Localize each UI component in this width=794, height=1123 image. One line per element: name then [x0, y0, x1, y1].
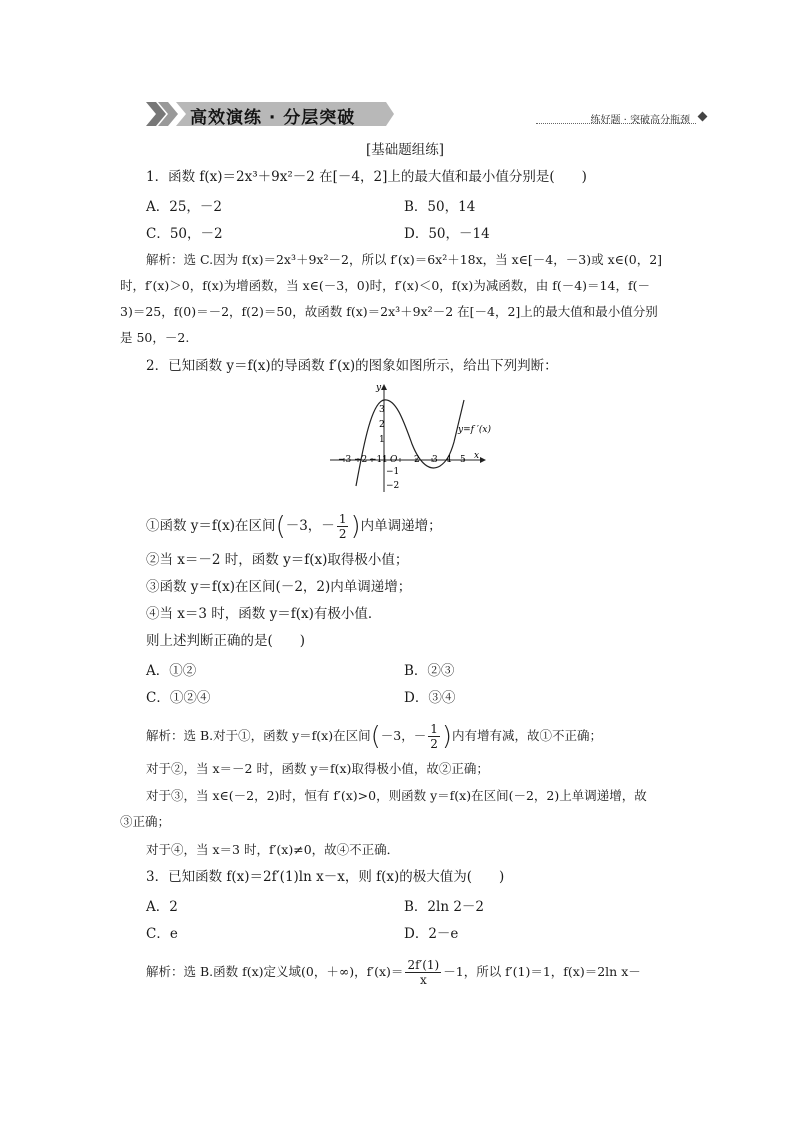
y-tick: 3 [379, 405, 385, 415]
y-tick: 1 [379, 435, 385, 445]
q2-option-a: A．①② [146, 663, 197, 679]
q2-solution-line2: 对于②，当 x＝－2 时，函数 y＝f(x)取得极小值，故②正确； [146, 761, 489, 776]
x-tick: −3 [338, 455, 352, 465]
q2-option-d: D．③④ [404, 690, 456, 706]
fraction-one-half: $\frac{1}{2}$ [430, 722, 438, 751]
x-tick: 5 [460, 455, 466, 465]
statement-1-text-a: ①函数 y＝f(x)在区间 [146, 518, 276, 534]
q2-solution-line3b: ③正确； [120, 814, 171, 829]
y-tick-labels [379, 405, 399, 491]
y-axis-arrow [381, 384, 387, 390]
q1-solution-line1: 解析：选 C.因为 f(x)＝2x³＋9x²－2，所以 f′(x)＝6x²＋18x，当 x∈[－4，－3)或 x∈(0，2] [146, 252, 663, 267]
q2-statement-1: ①函数 y＝f(x)在区间(－3，－ $\frac{1}{2}$ )内单调递增； [146, 511, 442, 542]
statement-1-interval: －3，－ [285, 518, 335, 534]
x-tick: 3 [432, 455, 438, 465]
q2-statement-2: ②当 x＝－2 时，函数 y＝f(x)取得极小值； [146, 552, 409, 568]
y-tick: −1 [386, 467, 400, 477]
q3-option-d: D．2－e [404, 926, 459, 942]
statement-1-text-c: 内单调递增； [360, 518, 442, 534]
q1-solution-line3: 3)＝25，f(0)＝－2，f(2)＝50，故函数 f(x)＝2x³＋9x²－2 在[－4，2]上的最大值和最小值分别 [120, 304, 658, 319]
curve-f-prime [356, 400, 464, 486]
q2-statement-3: ③函数 y＝f(x)在区间(－2，2)内单调递增； [146, 579, 412, 595]
q1-option-b: B．50，14 [404, 199, 476, 215]
q2-option-b: B．②③ [404, 663, 455, 679]
q1-option-a: A．25，－2 [146, 199, 223, 215]
q1-solution-line4: 是 50，－2. [120, 330, 190, 345]
derivative-graph [326, 382, 491, 494]
q3-solution-text-b: －1，所以 f′(1)＝1，f(x)＝2ln x－ [443, 964, 641, 979]
q3-stem: 3．已知函数 f(x)＝2f′(1)ln x－x，则 f(x)的极大值为( ) [146, 869, 505, 885]
y-axis-label: y [376, 383, 382, 393]
solution-1-interval: －3，－ [380, 728, 427, 743]
x-tick: 2 [414, 455, 420, 465]
q2-solution-line1: 解析：选 B.对于①，函数 y＝f(x)在区间(－3，－ $\frac{1}{2}$ )内有增有减，故①不正确； [146, 721, 603, 752]
q3-option-b: B．2ln 2－2 [404, 899, 484, 915]
q2-stem: 2．已知函数 y＝f(x)的导函数 f′(x)的图象如图所示，给出下列判断： [146, 358, 558, 374]
banner-title: 高效演练 · 分层突破 [190, 108, 356, 128]
fraction-2fprime1-over-x: $\frac{2f'(1)}{x}$ [407, 958, 440, 987]
y-tick: −2 [386, 481, 400, 491]
q2-solution-line3: 对于③，当 x∈(－2，2)时，恒有 f′(x)>0，则函数 y＝f(x)在区间(－2，2)上单调递增，故 [146, 788, 647, 803]
x-tick: −1 [369, 455, 383, 465]
solution-1-text-a: 解析：选 B.对于①，函数 y＝f(x)在区间 [146, 728, 371, 743]
q3-solution-text-a: 解析：选 B.函数 f(x)定义域(0，＋∞)，f′(x)＝ [146, 964, 404, 979]
page-header [146, 100, 708, 128]
x-tick: 4 [446, 455, 452, 465]
x-axis-label: x [474, 451, 480, 461]
q1-option-c: C．50，－2 [146, 226, 223, 242]
q3-solution-line1 [146, 958, 641, 987]
q2-solution-line4: 对于④，当 x＝3 时，f′(x)≠0，故④不正确． [146, 842, 400, 857]
x-tick: 1 [382, 455, 388, 465]
diamond-icon [698, 112, 708, 122]
x-axis-arrow [480, 457, 486, 463]
curve-label: y=f ′(x) [458, 425, 491, 435]
q1-option-d: D．50，－14 [404, 226, 490, 242]
q2-ask: 则上述判断正确的是( ) [146, 633, 306, 649]
origin-label: O [390, 455, 398, 465]
section-title: [基础题组练] [366, 142, 445, 158]
q1-solution-line2: 时，f′(x)＞0，f(x)为增函数，当 x∈(－3，0)时，f′(x)＜0，f(x)为减函数，由 f(－4)＝14，f(－ [120, 278, 650, 293]
q3-option-a: A．2 [146, 899, 178, 915]
q3-option-c: C．e [146, 926, 178, 942]
q1-stem: 1．函数 f(x)＝2x³＋9x²－2 在[－4，2]上的最大值和最小值分别是( ) [146, 169, 587, 185]
solution-1-text-c: 内有增有减，故①不正确； [452, 728, 603, 743]
x-tick: −2 [354, 455, 368, 465]
fraction-one-half: $\frac{1}{2}$ [338, 512, 347, 541]
q2-option-c: C．①②④ [146, 690, 211, 706]
y-tick: 2 [379, 420, 385, 430]
q2-statement-4: ④当 x＝3 时，函数 y＝f(x)有极小值． [146, 606, 382, 622]
header-tagline: 练好题 · 突破高分瓶颈 [590, 115, 690, 126]
